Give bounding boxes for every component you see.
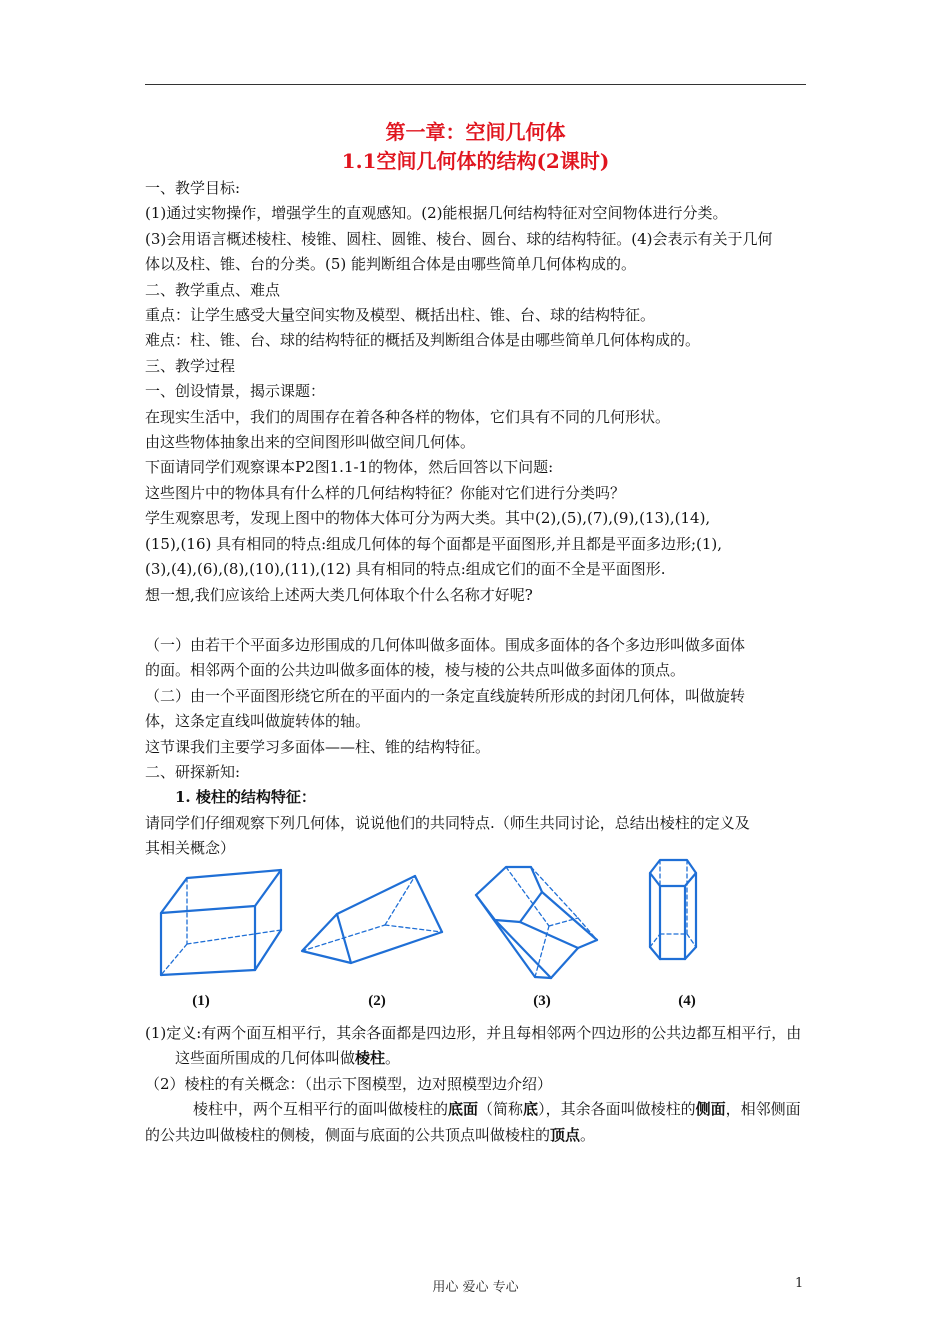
paragraph-1: 在现实生活中，我们的周围存在着各种各样的物体，它们具有不同的几何形状。 — [145, 407, 671, 426]
paragraph-4: 这些图片中的物体具有什么样的几何结构特征？你能对它们进行分类吗？ — [145, 483, 626, 502]
paragraph-5a: 学生观察思考，发现上图中的物体大体可分为两大类。其中(2),(5),(7),(9),(13),(14), — [145, 509, 711, 528]
prism-figures-svg — [145, 852, 807, 1012]
prism-definition: (1)定义:有两个面互相平行，其余各面都是四边形，并且每相邻两个四边形的公共边都互相平行，由这些面所围成的几何体叫做棱柱。 — [145, 1024, 802, 1068]
figure-label-4: (4) — [678, 993, 696, 1009]
objective-line-2: (3)会用语言概述棱柱、棱锥、圆柱、圆锥、棱台、圆台、球的结构特征。(4)会表示有关于几何 — [145, 229, 773, 248]
subheading-prism: 1. 棱柱的结构特征： — [175, 788, 316, 807]
objective-line-3: 体以及柱、锥、台的分类。(5) 能判断组合体是由哪些简单几何体构成的。 — [145, 255, 637, 274]
figure-label-3: (3) — [533, 993, 551, 1009]
body-text-2 — [145, 1021, 807, 1148]
chapter-title: 第一章：空间几何体 — [385, 120, 566, 144]
prism-figure-2 — [302, 876, 442, 963]
paragraph-5c: (3),(4),(6),(8),(10),(11),(12) 具有相同的特点:组成它们的面不全是平面图形. — [145, 560, 666, 579]
step-intro: 一、创设情景，揭示课题： — [145, 382, 326, 401]
paragraph-8a: 请同学们仔细观察下列几何体，说说他们的共同特点.（师生共同讨论，总结出棱柱的定义及 — [145, 813, 750, 832]
definition-revolution-a: （二）由一个平面图形绕它所在的平面内的一条定直线旋转所形成的封闭几何体，叫做旋转 — [145, 686, 746, 705]
paragraph-6: 想一想,我们应该给上述两大类几何体取个什么名称才好呢? — [145, 585, 533, 604]
figure-label-2: (2) — [368, 993, 386, 1009]
prism-figures — [145, 852, 807, 1012]
definition-polyhedron-b: 的面。相邻两个面的公共边叫做多面体的棱，棱与棱的公共点叫做多面体的顶点。 — [145, 661, 686, 680]
paragraph-7: 这节课我们主要学习多面体——柱、锥的结构特征。 — [145, 737, 491, 756]
section-title: 1.1空间几何体的结构(2课时) — [341, 149, 610, 173]
objective-line-1: (1)通过实物操作，增强学生的直观感知。(2)能根据几何结构特征对空间物体进行分类。 — [145, 204, 728, 223]
definition-polyhedron-a: （一）由若干个平面多边形围成的几何体叫做多面体。围成多面体的各个多边形叫做多面体 — [145, 635, 746, 654]
paragraph-5b: (15),(16) 具有相同的特点:组成几何体的每个面都是平面图形,并且都是平面多边形;(1), — [145, 534, 723, 553]
prism-figure-4 — [650, 860, 696, 959]
body-text — [145, 176, 807, 862]
prism-figure-3 — [476, 867, 597, 978]
figure-label-1: (1) — [192, 993, 210, 1009]
definition-revolution-b: 体，这条定直线叫做旋转体的轴。 — [145, 712, 371, 731]
step-new-knowledge: 二、研探新知: — [145, 762, 241, 781]
heading-process: 三、教学过程 — [145, 356, 236, 375]
difficult-point: 难点：柱、锥、台、球的结构特征的概括及判断组合体是由哪些简单几何体构成的。 — [145, 331, 701, 350]
header-rule — [145, 84, 806, 85]
prism-concepts-title: （2）棱柱的有关概念：（出示下图模型，边对照模型边介绍） — [145, 1074, 553, 1093]
paragraph-8b: 其相关概念） — [145, 839, 236, 858]
paragraph-2: 由这些物体抽象出来的空间图形叫做空间几何体。 — [145, 433, 476, 452]
page-number: 1 — [795, 1276, 804, 1291]
prism-figure-1 — [161, 870, 281, 975]
prism-concepts: 棱柱中，两个互相平行的面叫做棱柱的底面（简称底），其余各面叫做棱柱的侧面，相邻侧面的公共边叫做棱柱的侧棱，侧面与底面的公共顶点叫做棱柱的顶点。 — [145, 1100, 801, 1144]
key-point: 重点：让学生感受大量空间实物及模型、概括出柱、锥、台、球的结构特征。 — [145, 306, 656, 325]
heading-objectives: 一、教学目标: — [145, 179, 241, 197]
paragraph-3: 下面请同学们观察课本P2图1.1-1的物体，然后回答以下问题: — [145, 458, 554, 477]
page-footer: 用心 爱心 专心 — [432, 1280, 519, 1295]
title-block — [145, 118, 806, 176]
heading-keypoints: 二、教学重点、难点 — [145, 280, 281, 299]
